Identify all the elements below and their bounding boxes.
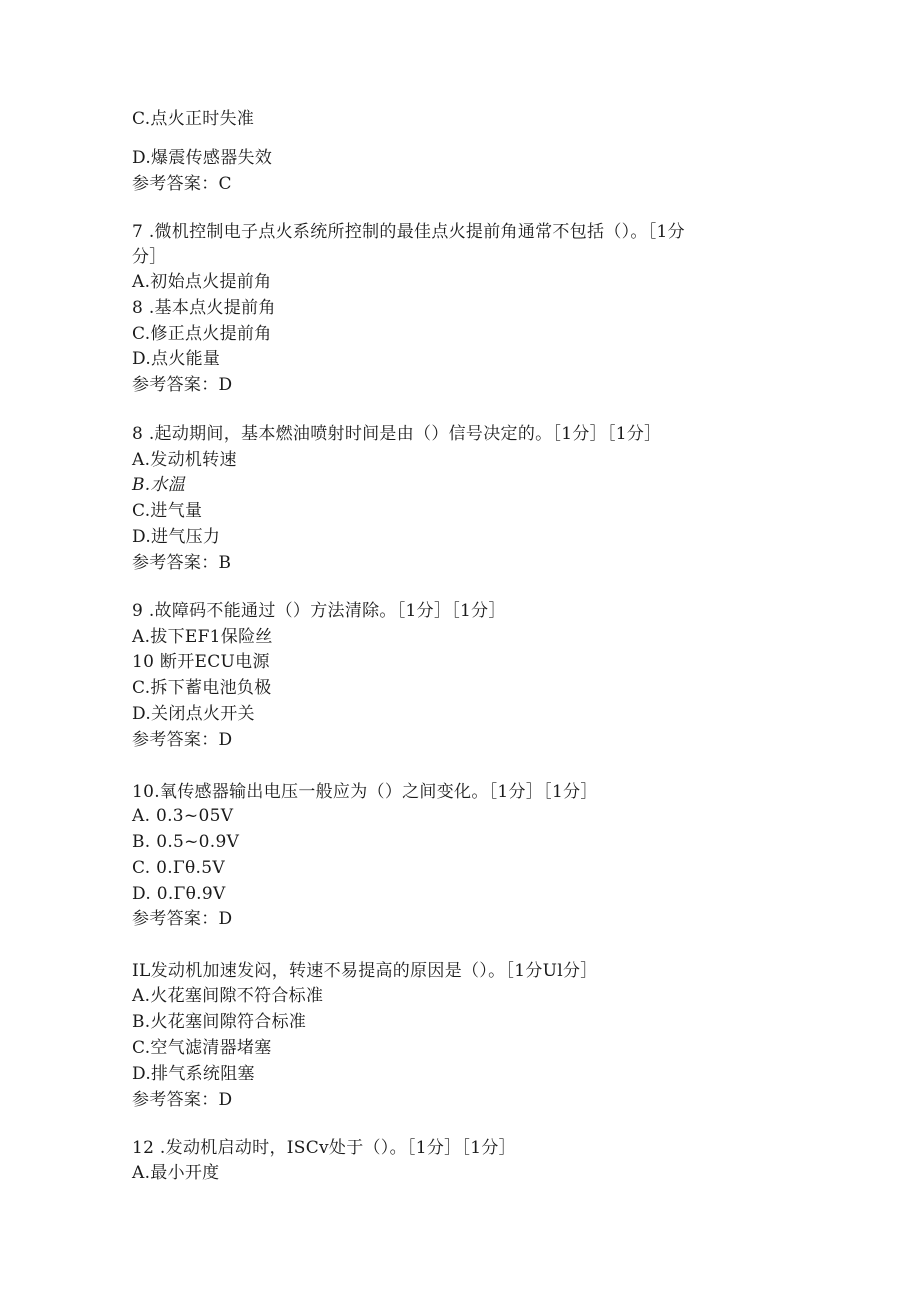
option-a: A.发动机转速 (132, 450, 237, 470)
question-10: 10.氧传感器输出电压一般应为（）之间变化。［1分］［1分］ (132, 782, 598, 802)
answer-line: 参考答案：D (132, 730, 233, 750)
option-b: B. 0.5~0.9V (132, 832, 240, 852)
question-12: 12 .发动机启动时，ISCv处于（）。［1分］［1分］ (132, 1138, 516, 1158)
question-11: IL发动机加速发闷，转速不易提高的原因是（）。［1分Ul分］ (132, 961, 598, 981)
question-7: 7 .微机控制电子点火系统所控制的最佳点火提前角通常不包括（）。［1分 (132, 222, 685, 242)
option-d: D.关闭点火开关 (132, 704, 255, 724)
option-d: D. 0.Γθ.9V (132, 884, 226, 904)
option-c: C.修正点火提前角 (132, 324, 272, 344)
option-b: 8 .基本点火提前角 (132, 298, 276, 318)
option-a: A.火花塞间隙不符合标准 (132, 986, 324, 1006)
answer-line: 参考答案：C (132, 174, 232, 194)
option-c: C. 0.Γθ.5V (132, 858, 225, 878)
answer-line: 参考答案：D (132, 375, 233, 395)
option-a: A.最小开度 (132, 1163, 220, 1183)
option-d: D.进气压力 (132, 527, 221, 547)
option-d: D.排气系统阻塞 (132, 1064, 255, 1084)
option-c: C.进气量 (132, 501, 203, 521)
option-a: A.拔下EF1保险丝 (132, 627, 273, 647)
option-a: A.初始点火提前角 (132, 272, 272, 292)
question-9: 9 .故障码不能通过（）方法清除。［1分］［1分］ (132, 601, 506, 621)
option-c: C.拆下蓄电池负极 (132, 678, 272, 698)
option-b: 10 断开ECU电源 (132, 652, 270, 672)
option-c: C.点火正时失准 (132, 109, 255, 129)
option-a: A. 0.3~05V (132, 806, 234, 826)
answer-line: 参考答案：B (132, 553, 232, 573)
answer-line: 参考答案：D (132, 1090, 233, 1110)
option-d: D.爆震传感器失效 (132, 148, 273, 168)
answer-line: 参考答案：D (132, 909, 233, 929)
question-7-continued: 分］ (132, 247, 167, 267)
option-b: B.水温 (132, 475, 186, 495)
question-8: 8 .起动期间，基本燃油喷射时间是由（）信号决定的。［1分］［1分］ (132, 424, 662, 444)
option-c: C.空气滤清器堵塞 (132, 1038, 272, 1058)
option-d: D.点火能量 (132, 349, 221, 369)
option-b: B.火花塞间隙符合标准 (132, 1012, 307, 1032)
